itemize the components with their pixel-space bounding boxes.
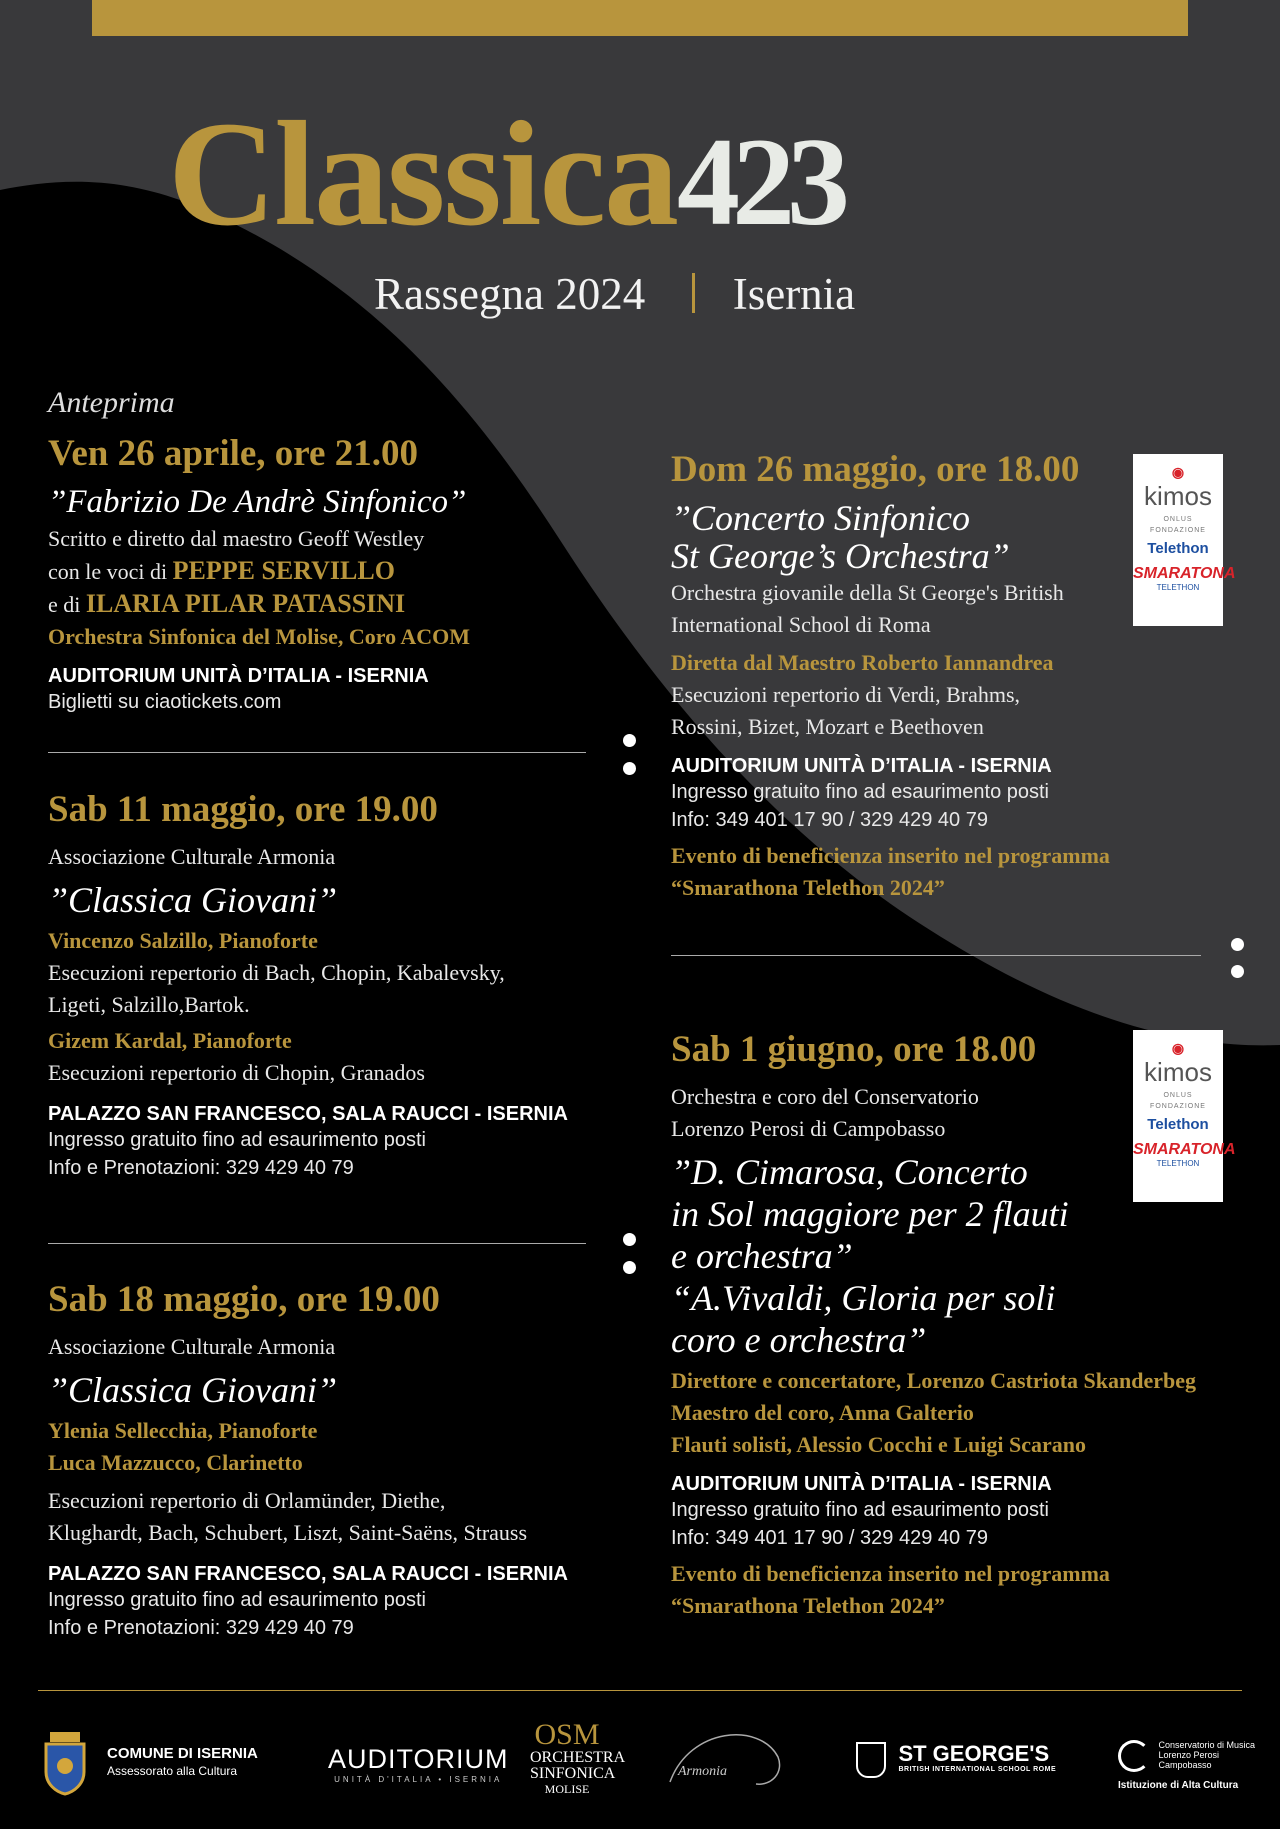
st-georges-shield-icon bbox=[856, 1742, 886, 1778]
contact-info: Info: 349 401 17 90 / 329 429 40 79 bbox=[671, 809, 988, 831]
event-jun-1 bbox=[671, 1028, 1196, 1622]
title-word: Classica bbox=[168, 91, 677, 257]
decor-dot bbox=[623, 1233, 636, 1246]
auditorium-sub: UNITÀ D'ITALIA • ISERNIA bbox=[334, 1775, 503, 1784]
repertoire: Klughardt, Bach, Schubert, Liszt, Saint-Saëns, Strauss bbox=[48, 1520, 528, 1545]
telethon-small: TELETHON bbox=[1156, 1159, 1200, 1168]
credit: Flauti solisti, Alessio Cocchi e Luigi Scarano bbox=[671, 1432, 1086, 1457]
performer-name: PEPPE SERVILLO bbox=[172, 556, 395, 585]
separator bbox=[48, 752, 586, 753]
coat-of-arms-icon bbox=[40, 1730, 90, 1796]
event-date: Sab 11 maggio, ore 19.00 bbox=[48, 789, 438, 830]
repertoire: Esecuzioni repertorio di Chopin, Granados bbox=[48, 1060, 425, 1085]
event-org: Orchestra e coro del Conservatorio bbox=[671, 1084, 979, 1109]
performer: Ylenia Sellecchia, Pianoforte bbox=[48, 1418, 318, 1443]
event-title: “A.Vivaldi, Gloria per soli bbox=[671, 1278, 1056, 1318]
conservatorio-line: Lorenzo Perosi bbox=[1158, 1750, 1219, 1760]
decor-dot bbox=[623, 734, 636, 747]
preview-label: Anteprima bbox=[48, 386, 175, 419]
repertoire: Esecuzioni repertorio di Orlamünder, Diethe, bbox=[48, 1488, 446, 1513]
event-title: ”Classica Giovani” bbox=[48, 880, 338, 920]
conservatorio-sub: Istituzione di Alta Cultura bbox=[1118, 1780, 1239, 1791]
kimos-logo: ◉ kimos bbox=[1133, 464, 1223, 512]
contact-info: Info e Prenotazioni: 329 429 40 79 bbox=[48, 1157, 354, 1179]
event-line: e di ILARIA PILAR PATASSINI bbox=[48, 589, 406, 618]
event-apr-26 bbox=[48, 386, 470, 716]
comune-name: COMUNE DI ISERNIA bbox=[107, 1745, 258, 1762]
event-title: in Sol maggiore per 2 flauti bbox=[671, 1194, 1069, 1234]
charity-note: “Smarathona Telethon 2024” bbox=[671, 875, 945, 900]
st-georges-logo bbox=[856, 1742, 1056, 1778]
event-date: Sab 18 maggio, ore 19.00 bbox=[48, 1279, 440, 1320]
smaratona-logo: SMARATONA bbox=[1133, 565, 1236, 582]
event-title: ”Fabrizio De Andrè Sinfonico” bbox=[48, 484, 467, 520]
conservatorio-line: Campobasso bbox=[1158, 1760, 1212, 1770]
subtitle-divider bbox=[692, 273, 695, 313]
venue: PALAZZO SAN FRANCESCO, SALA RAUCCI - ISERNIA bbox=[48, 1563, 568, 1585]
armonia-name: Armonia bbox=[678, 1764, 727, 1779]
event-may-26 bbox=[671, 448, 1110, 904]
comune-dept: Assessorato alla Cultura bbox=[107, 1764, 238, 1778]
credit: Maestro del coro, Anna Galterio bbox=[671, 1400, 974, 1425]
st-georges-name: ST GEORGE'S bbox=[898, 1741, 1050, 1766]
repertoire: Ligeti, Salzillo,Bartok. bbox=[48, 992, 250, 1017]
decor-dot bbox=[623, 762, 636, 775]
kimos-logo: ◉ kimos bbox=[1133, 1040, 1223, 1088]
title-number: 423 bbox=[677, 113, 842, 252]
venue: AUDITORIUM UNITÀ D’ITALIA - ISERNIA bbox=[671, 755, 1052, 777]
st-georges-sub: BRITISH INTERNATIONAL SCHOOL ROME bbox=[898, 1766, 1057, 1773]
armonia-logo bbox=[660, 1722, 790, 1792]
event-title: ”Classica Giovani” bbox=[48, 1370, 338, 1410]
sponsor-logo-kimos-telethon bbox=[1133, 1030, 1236, 1202]
smaratona-logo: SMARATONA bbox=[1133, 1141, 1236, 1158]
telethon-small: TELETHON bbox=[1156, 583, 1200, 592]
event-date: Ven 26 aprile, ore 21.00 bbox=[48, 433, 418, 474]
comune-isernia-logo bbox=[40, 1730, 90, 1801]
event-date: Dom 26 maggio, ore 18.00 bbox=[671, 449, 1080, 490]
event-title: ”D. Cimarosa, Concerto bbox=[671, 1152, 1028, 1192]
venue: AUDITORIUM UNITÀ D’ITALIA - ISERNIA bbox=[48, 665, 429, 687]
osm-line: MOLISE bbox=[544, 1782, 590, 1796]
event-desc: International School di Roma bbox=[671, 612, 931, 637]
conservatorio-line: Conservatorio di Musica bbox=[1158, 1740, 1255, 1750]
event-org: Associazione Culturale Armonia bbox=[48, 1334, 336, 1359]
separator bbox=[671, 955, 1201, 956]
event-title: ”Concerto Sinfonico bbox=[671, 498, 970, 538]
kimos-k-icon: ◉ bbox=[1171, 1040, 1185, 1056]
onlus-label: ONLUS bbox=[1163, 1092, 1193, 1099]
credit: Direttore e concertatore, Lorenzo Castriota Skanderbeg bbox=[671, 1368, 1197, 1393]
event-may-11 bbox=[48, 788, 568, 1182]
repertoire: Esecuzioni repertorio di Bach, Chopin, Kabalevsky, bbox=[48, 960, 505, 985]
venue: AUDITORIUM UNITÀ D’ITALIA - ISERNIA bbox=[671, 1473, 1052, 1495]
performer: Vincenzo Salzillo, Pianoforte bbox=[48, 928, 318, 953]
event-org: Lorenzo Perosi di Campobasso bbox=[671, 1116, 946, 1141]
telethon-logo: Telethon bbox=[1147, 1116, 1209, 1133]
subtitle bbox=[374, 268, 855, 320]
entry-info: Ingresso gratuito fino ad esaurimento posti bbox=[671, 1499, 1049, 1521]
performer-name: ILARIA PILAR PATASSINI bbox=[85, 589, 406, 618]
event-date: Sab 1 giugno, ore 18.00 bbox=[671, 1029, 1037, 1070]
tickets: Biglietti su ciaotickets.com bbox=[48, 691, 282, 713]
entry-info: Ingresso gratuito fino ad esaurimento posti bbox=[48, 1129, 426, 1151]
decor-dot bbox=[623, 1261, 636, 1274]
comune-isernia-text bbox=[107, 1745, 258, 1778]
decor-dot bbox=[1231, 938, 1244, 951]
osm-line: ORCHESTRA bbox=[530, 1749, 626, 1766]
armonia-swirl-icon bbox=[660, 1722, 790, 1792]
performer: Gizem Kardal, Pianoforte bbox=[48, 1028, 292, 1053]
decor-dot bbox=[1231, 965, 1244, 978]
entry-info: Ingresso gratuito fino ad esaurimento posti bbox=[48, 1589, 426, 1611]
subtitle-right: Isernia bbox=[732, 269, 856, 319]
osm-mark: OSM bbox=[534, 1718, 600, 1751]
charity-note: Evento di beneficienza inserito nel programma bbox=[671, 843, 1110, 868]
fondazione-label: FONDAZIONE bbox=[1150, 1103, 1206, 1110]
repertoire: Esecuzioni repertorio di Verdi, Brahms, bbox=[671, 682, 1021, 707]
auditorium-name: AUDITORIUM bbox=[328, 1744, 509, 1774]
contact-info: Info: 349 401 17 90 / 329 429 40 79 bbox=[671, 1527, 988, 1549]
telethon-logo: Telethon bbox=[1147, 540, 1209, 557]
kimos-k-icon: ◉ bbox=[1171, 464, 1185, 480]
director: Diretta dal Maestro Roberto Iannandrea bbox=[671, 650, 1054, 675]
osm-line: SINFONICA bbox=[530, 1765, 616, 1782]
performer: Luca Mazzucco, Clarinetto bbox=[48, 1450, 303, 1475]
event-line: Scritto e diretto dal maestro Geoff Westley bbox=[48, 526, 425, 551]
event-may-18 bbox=[48, 1278, 568, 1642]
venue: PALAZZO SAN FRANCESCO, SALA RAUCCI - ISERNIA bbox=[48, 1103, 568, 1125]
charity-note: Evento di beneficienza inserito nel programma bbox=[671, 1561, 1110, 1586]
orchestra: Orchestra Sinfonica del Molise, Coro ACOM bbox=[48, 624, 471, 649]
conservatorio-logo bbox=[1118, 1740, 1255, 1791]
event-title: coro e orchestra” bbox=[671, 1320, 927, 1360]
main-title bbox=[168, 88, 842, 260]
subtitle-left: Rassegna 2024 bbox=[374, 269, 646, 319]
footer-separator bbox=[38, 1690, 1242, 1691]
separator bbox=[48, 1243, 586, 1244]
onlus-label: ONLUS bbox=[1163, 516, 1193, 523]
fondazione-label: FONDAZIONE bbox=[1150, 527, 1206, 534]
osm-logo bbox=[530, 1718, 626, 1796]
event-desc: Orchestra giovanile della St George's British bbox=[671, 580, 1064, 605]
event-org: Associazione Culturale Armonia bbox=[48, 844, 336, 869]
conservatorio-icon bbox=[1118, 1740, 1150, 1772]
event-title: St George’s Orchestra” bbox=[671, 536, 1010, 576]
event-line: con le voci di PEPPE SERVILLO bbox=[48, 556, 395, 585]
repertoire: Rossini, Bizet, Mozart e Beethoven bbox=[671, 714, 984, 739]
entry-info: Ingresso gratuito fino ad esaurimento posti bbox=[671, 781, 1049, 803]
event-title: e orchestra” bbox=[671, 1236, 853, 1276]
charity-note: “Smarathona Telethon 2024” bbox=[671, 1593, 945, 1618]
auditorium-logo bbox=[328, 1744, 509, 1784]
sponsor-logo-kimos-telethon bbox=[1133, 454, 1236, 626]
contact-info: Info e Prenotazioni: 329 429 40 79 bbox=[48, 1617, 354, 1639]
